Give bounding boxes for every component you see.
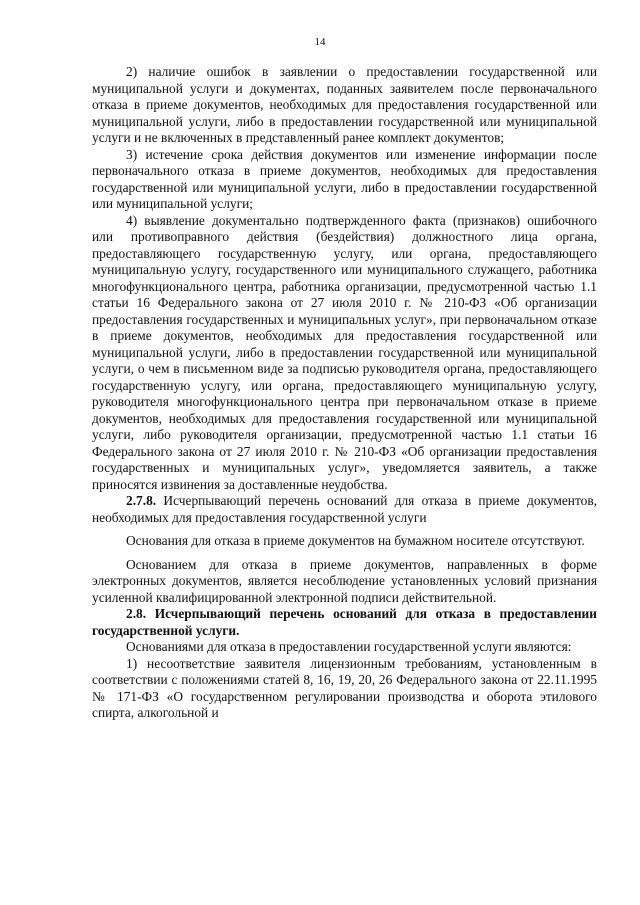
paragraph-item-4: [92, 213, 597, 494]
document-body: [92, 64, 597, 722]
section-2-8-heading: [92, 606, 597, 639]
paragraph-item-2: [92, 64, 597, 147]
page-number: 14: [314, 36, 326, 48]
paragraph-item-3: [92, 147, 597, 213]
paragraph-text: Основанием для отказа в приеме документов, направленных в форме электронных документов, является несоблюдение установленных условий признания усиленной квалифицированной электронной подписи действительной.: [92, 556, 597, 605]
paragraph-refusal-basis: [92, 639, 597, 656]
section-heading-text: 2.8. Исчерпывающий перечень оснований для отказа в предоставлении государственной услуги.: [92, 606, 597, 638]
section-number: 2.7.8.: [126, 493, 157, 508]
paragraph-paper-basis: [92, 533, 597, 550]
paragraph-text: 2) наличие ошибок в заявлении о предоставлении государственной или муниципальной услуги и документах, поданных заявителем после первоначального отказа в приеме документов, необходимых для предоставления государственной или муниципальной услуги, либо в предоставлении государственной или муниципальной услуги и не включенных в представленный ранее комплект документов;: [92, 64, 597, 145]
paragraph-text: 1) несоответствие заявителя лицензионным требованиям, установленным в соответствии с положениями статей 8, 16, 19, 20, 26 Федерального закона от 22.11.1995 № 171-ФЗ «О государственном регулировании производства и оборота этилового спирта, алкогольной и: [92, 655, 597, 720]
section-2-7-8: [92, 493, 597, 526]
paragraph-electronic-basis: [92, 557, 597, 607]
paragraph-text: Основания для отказа в приеме документов на бумажном носителе отсутствуют.: [126, 533, 585, 548]
paragraph-text: Основаниями для отказа в предоставлении государственной услуги являются:: [126, 639, 572, 654]
paragraph-text: 3) истечение срока действия документов или изменение информации после первоначального отказа в приеме документов, необходимых для предоставления государственной или муниципальной услуги, либо в предоставлении государственной или муниципальной услуги;: [92, 146, 597, 211]
paragraph-text: 4) выявление документально подтвержденного факта (признаков) ошибочного или противоправного действия (бездействия) должностного лица органа, предоставляющего государственную услугу, или органа, предоставляющего муниципальную услугу, государственного или муниципального служащего, работника многофункционального центра, работника организации, предусмотренной частью 1.1 статьи 16 Федерального закона от 27 июля 2010 г. № 210-ФЗ «Об организации предоставления государственных и муниципальных услуг», при первоначальном отказе в приеме документов, необходимых для предоставления государственной или муниципальной услуги, либо в предоставлении государственной или муниципальной услуги, о чем в письменном виде за подписью руководителя органа, предоставляющего государственную услугу, или органа, предоставляющего муниципальную услугу, руководителя многофункционального центра при первоначальном отказе в приеме документов, необходимых для предоставления государственной или муниципальной услуги, либо руководителя организации, предусмотренной частью 1.1 статьи 16 Федерального закона от 27 июля 2010 г. № 210-ФЗ «Об организации предоставления государственных и муниципальных услуг», уведомляется заявитель, а также приносятся извинения за доставленные неудобства.: [92, 212, 597, 492]
paragraph-item-1: [92, 656, 597, 722]
paragraph-text: Исчерпывающий перечень оснований для отказа в приеме документов, необходимых для предоставления государственной услуги: [92, 493, 597, 525]
